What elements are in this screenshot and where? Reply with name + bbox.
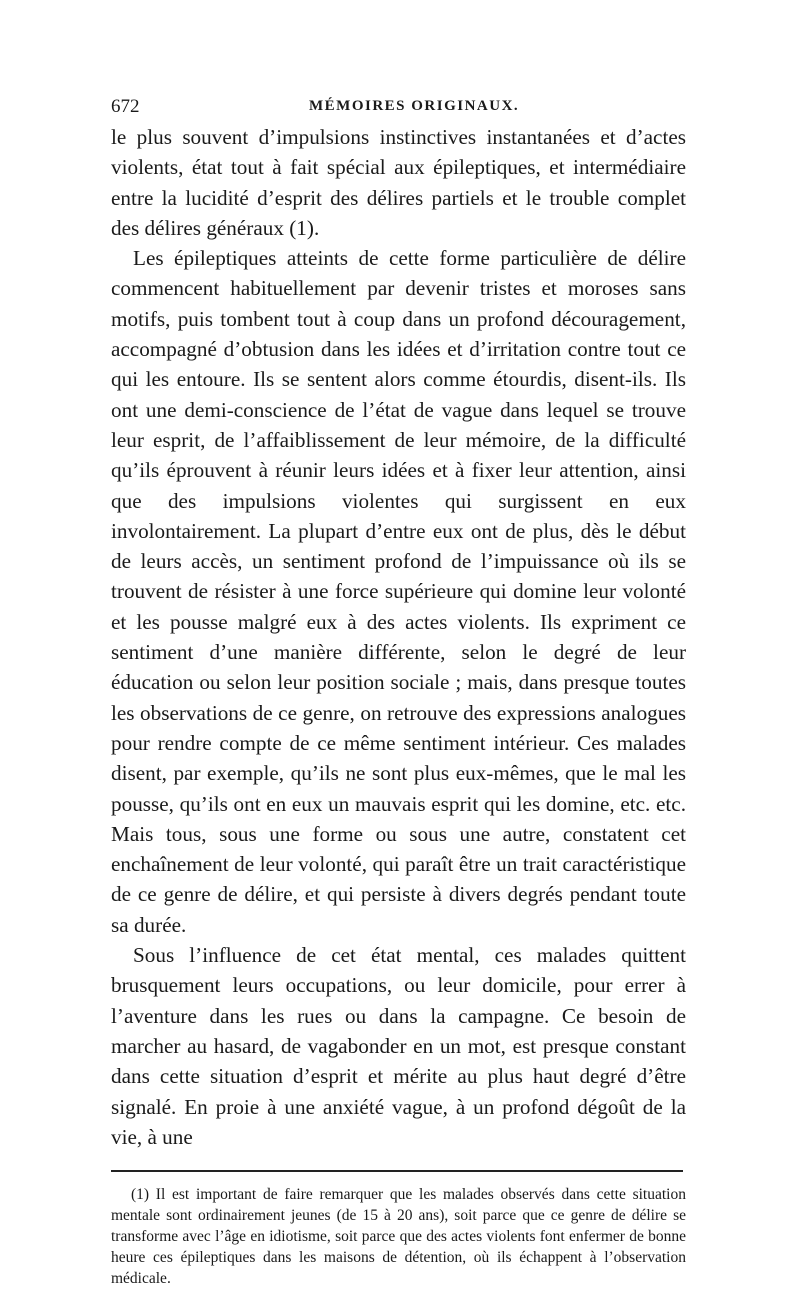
book-page (111, 96, 686, 1305)
footnote: (1) Il est important de faire remarquer que les malades observés dans cette situation mentale sont ordinairement jeunes (de 15 à 20 ans), soit parce que ce genre de délire se transforme avec l’âge en idiotisme, soit parce que des actes violents font enfermer de bonne heure ces épileptiques dans les maisons de détention, où ils échappent à l’observation médicale. (111, 1186, 686, 1288)
page-number: 672 (111, 96, 140, 117)
running-title: MÉMOIRES ORIGINAUX. (309, 98, 520, 114)
paragraph: le plus souvent d’impulsions instinctives instantanées et d’actes violents, état tout à fait spécial aux épileptiques, et intermédiaire entre la lucidité d’esprit des délires partiels et le trouble complet des délires généraux (1). (111, 125, 686, 240)
footnote-divider (111, 1170, 683, 1172)
body-text (111, 122, 686, 1152)
paragraph: Sous l’influence de cet état mental, ces malades quittent brusquement leurs occupations, ou leur domicile, pour errer à l’aventure dans les rues ou dans la campagne. Ce besoin de marcher au hasard, de vagabonder en un mot, est presque constant dans cette situation d’esprit et mérite au plus haut degré d’être signalé. En proie à une anxiété vague, à un profond dégoût de la vie, à une (111, 943, 686, 1149)
paragraph: Les épileptiques atteints de cette forme particulière de délire commencent habituellement par devenir tristes et moroses sans motifs, puis tombent tout à coup dans un profond découragement, accompagné d’obtusion dans les idées et d’irritation contre tout ce qui les entoure. Ils se sentent alors comme étourdis, disent-ils. Ils ont une demi-conscience de l’état de vague dans lequel se trouve leur esprit, de l’affaiblissement de leur mémoire, de la difficulté qu’ils éprouvent à réunir leurs idées et à fixer leur attention, ainsi que des impulsions violentes qui surgissent en eux involontairement. La plupart d’entre eux ont de plus, dès le début de leurs accès, un sentiment profond de l’impuissance où ils se trouvent de résister à une force supérieure qui domine leur volonté et les pousse malgré eux à des actes violents. Ils expriment ce sentiment d’une manière différente, selon le degré de leur éducation ou selon leur position sociale ; mais, dans presque toutes les observations de ce genre, on retrouve des expressions analogues pour rendre compte de ce même sentiment intérieur. Ces malades disent, par exemple, qu’ils ne sont plus eux-mêmes, que le mal les pousse, qu’ils ont en eux un mauvais esprit qui les domine, etc. etc. Mais tous, sous une forme ou sous une autre, constatent cet enchaînement de leur volonté, qui paraît être un trait caractéristique de ce genre de délire, et qui persiste à divers degrés pendant toute sa durée. (111, 246, 686, 937)
running-head (111, 96, 686, 122)
